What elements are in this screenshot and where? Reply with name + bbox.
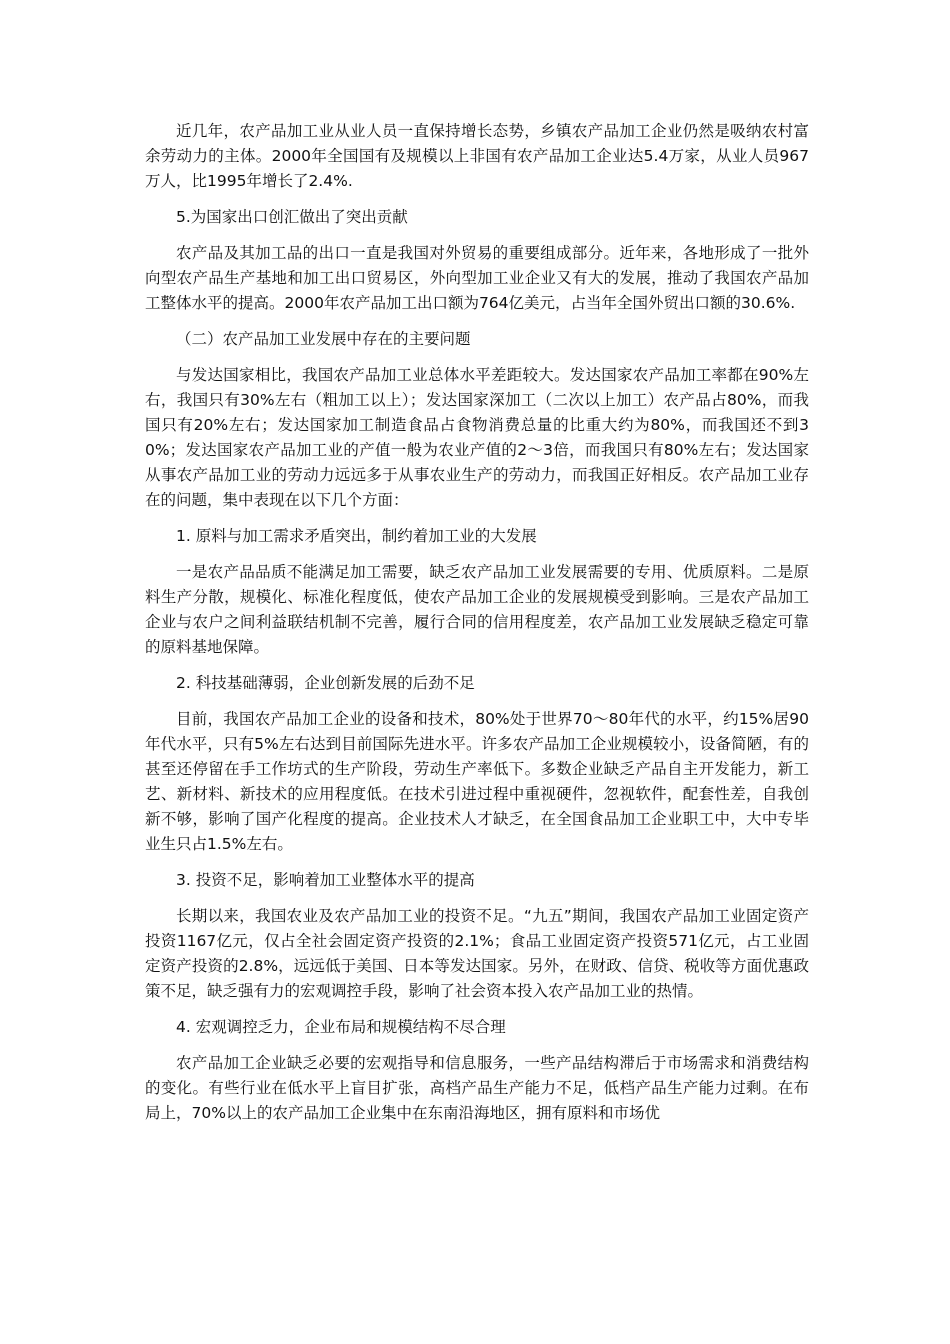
paragraph-comparison: 与发达国家相比，我国农产品加工业总体水平差距较大。发达国家农产品加工率都在90%左右，我国只有30%左右（粗加工以上）；发达国家深加工（二次以上加工）农产品占80%，而我国只有20%左右；发达国家加工制造食品占食物消费总量的比重大约为80%，而我国还不到30%；发达国家农产品加工业的产值一般为农业产值的2～3倍，而我国只有80%左右；发达国家从事农产品加工业的劳动力远远多于从事农业生产的劳动力，而我国正好相反。农产品加工业存在的问题，集中表现在以下几个方面： [145,366,809,509]
paragraph-technology: 目前，我国农产品加工企业的设备和技术，80%处于世界70～80年代的水平，约15%居90年代水平，只有5%左右达到目前国际先进水平。许多农产品加工企业规模较小，设备简陋，有的甚至还停留在手工作坊式的生产阶段，劳动生产率低下。多数企业缺乏产品自主开发能力，新工艺、新材料、新技术的应用程度低。在技术引进过程中重视硬件，忽视软件，配套性差，自我创新不够，影响了国产化程度的提高。企业技术人才缺乏，在全国食品加工企业职工中，大中专毕业生只占1.5%左右。 [145,710,809,853]
document-body [145,119,809,1137]
section-heading-problems: （二）农产品加工业发展中存在的主要问题 [176,330,471,348]
heading-investment: 3. 投资不足，影响着加工业整体水平的提高 [176,871,475,889]
paragraph-investment: 长期以来，我国农业及农产品加工业的投资不足。“九五”期间，我国农产品加工业固定资产投资1167亿元，仅占全社会固定资产投资的2.1%；食品工业固定资产投资571亿元，占工业固定资产投资的2.8%，远远低于美国、日本等发达国家。另外，在财政、信贷、税收等方面优惠政策不足，缺乏强有力的宏观调控手段，影响了社会资本投入农产品加工业的热情。 [145,907,809,1000]
paragraph-export: 农产品及其加工品的出口一直是我国对外贸易的重要组成部分。近年来，各地形成了一批外向型农产品生产基地和加工出口贸易区，外向型加工业企业又有大的发展，推动了我国农产品加工整体水平的提高。2000年农产品加工出口额为764亿美元，占当年全国外贸出口额的30.6%. [145,244,809,312]
paragraph-labor: 近几年，农产品加工业从业人员一直保持增长态势，乡镇农产品加工企业仍然是吸纳农村富余劳动力的主体。2000年全国国有及规模以上非国有农产品加工企业达5.4万家，从业人员967万人，比1995年增长了2.4%. [145,122,809,190]
heading-technology: 2. 科技基础薄弱，企业创新发展的后劲不足 [176,674,475,692]
heading-macro-control: 4. 宏观调控乏力，企业布局和规模结构不尽合理 [176,1018,506,1036]
paragraph-macro-control: 农产品加工企业缺乏必要的宏观指导和信息服务，一些产品结构滞后于市场需求和消费结构的变化。有些行业在低水平上盲目扩张，高档产品生产能力不足，低档产品生产能力过剩。在布局上，70%以上的农产品加工企业集中在东南沿海地区，拥有原料和市场优 [145,1054,809,1122]
heading-raw-materials: 1. 原料与加工需求矛盾突出，制约着加工业的大发展 [176,527,537,545]
heading-export: 5.为国家出口创汇做出了突出贡献 [176,208,408,226]
paragraph-raw-materials: 一是农产品品质不能满足加工需要，缺乏农产品加工业发展需要的专用、优质原料。二是原料生产分散，规模化、标准化程度低，使农产品加工企业的发展规模受到影响。三是农产品加工企业与农户之间利益联结机制不完善，履行合同的信用程度差，农产品加工业发展缺乏稳定可靠的原料基地保障。 [145,563,809,656]
